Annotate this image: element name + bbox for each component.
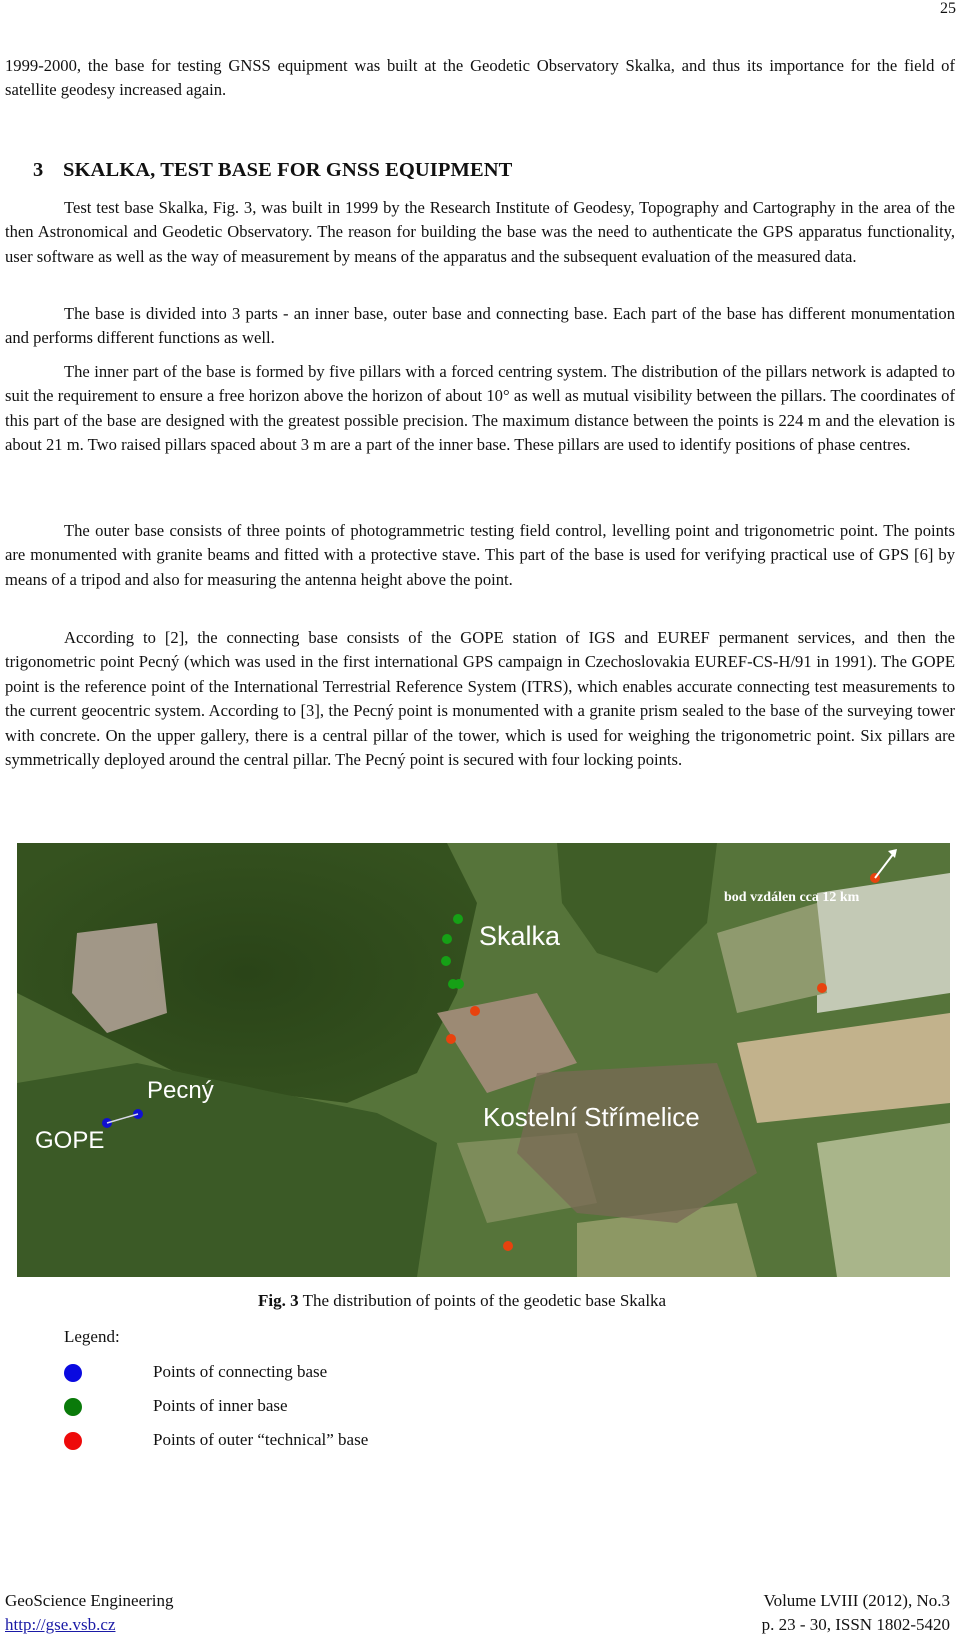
legend-label: Points of connecting base (153, 1362, 328, 1381)
inner-base-point (441, 956, 451, 966)
map-label-distance: bod vzdálen cca 12 km (724, 890, 860, 905)
inner-base-point (454, 979, 464, 989)
satellite-map-figure (17, 843, 950, 1277)
outer-base-point (446, 1034, 456, 1044)
outer-base-point (817, 983, 827, 993)
satellite-map (17, 843, 950, 1277)
map-label-gope: GOPE (35, 1127, 105, 1154)
legend-label: Points of outer “technical” base (153, 1430, 369, 1449)
map-label-pecny: Pecný (147, 1077, 214, 1104)
section-number: 3 (33, 159, 44, 181)
footer-url-link[interactable]: http://gse.vsb.cz (5, 1615, 116, 1634)
inner-base-point (442, 934, 452, 944)
legend-label: Points of inner base (153, 1396, 288, 1415)
paragraph-3: The inner part of the base is formed by five pillars with a forced centring system. The distribution of the pillars network is adapted to suit the requirement to ensure a free horizon above the horizon of about 10° as well as mutual visibility between the pillars. The coordinates of this part of the base are designed with the greatest possible precision. The maximum distance between the points is 224 m and the elevation is about 21 m. Two raised pillars spaced about 3 m are a part of the inner base. These pillars are used to identify positions of phase centres. (5, 362, 955, 455)
paragraph-1: Test test base Skalka, Fig. 3, was built in 1999 by the Research Institute of Geodesy, Topography and Cartography in the area of the then Astronomical and Geodetic Observatory. The reason for building the base was the need to authenticate the GPS apparatus functionality, user software as well as the way of measurement by means of the apparatus and the subsequent evaluation of the measured data. (5, 198, 955, 266)
intro-paragraph: 1999-2000, the base for testing GNSS equipment was built at the Geodetic Observatory Skalka, and thus its importance for the field of satellite geodesy increased again. (5, 56, 955, 100)
legend-title: Legend: (64, 1327, 120, 1346)
map-label-skalka: Skalka (479, 921, 561, 951)
footer-pages: p. 23 - 30, ISSN 1802-5420 (761, 1615, 950, 1634)
green-dot-icon (64, 1398, 82, 1416)
caption-text: The distribution of points of the geodetic base Skalka (302, 1291, 667, 1310)
footer-volume: Volume LVIII (2012), No.3 (763, 1591, 950, 1610)
page-number: 25 (940, 0, 956, 17)
red-dot-icon (64, 1432, 82, 1450)
paragraph-5: According to [2], the connecting base consists of the GOPE station of IGS and EUREF permanent services, and then the trigonometric point Pecný (which was used in the first international GPS campaign in Czechoslovakia EUREF-CS-H/91 in 1991). The GOPE point is the reference point of the International Terrestrial Reference System (ITRS), which enables accurate connecting test measurements to the current geocentric system. According to [3], the Pecný point is monumented with a granite prism sealed to the base of the surveying tower with concrete. On the upper gallery, there is a central pillar of the tower, which is used for weighing the trigonometric point. Six pillars are symmetrically deployed around the central pillar. The Pecný point is secured with four locking points. (5, 628, 955, 770)
caption-label: Fig. 3 (258, 1291, 299, 1310)
inner-base-point (453, 914, 463, 924)
blue-dot-icon (64, 1364, 82, 1382)
paragraph-4: The outer base consists of three points of photogrammetric testing field control, levelling point and trigonometric point. The points are monumented with granite beams and fitted with a protective stave. This part of the base is used for verifying practical use of GPS [6] by means of a tripod and also for measuring the antenna height above the point. (5, 521, 955, 589)
field-area (817, 1123, 950, 1277)
paragraph-2: The base is divided into 3 parts - an inner base, outer base and connecting base. Each part of the base has different monumentation and performs different functions as well. (5, 304, 955, 348)
figure-caption (258, 1291, 666, 1311)
footer-journal: GeoScience Engineering (5, 1591, 174, 1610)
section-title: SKALKA, TEST BASE FOR GNSS EQUIPMENT (63, 159, 513, 181)
map-label-village: Kostelní Střímelice (483, 1102, 700, 1132)
outer-base-point (503, 1241, 513, 1251)
section-heading (33, 159, 512, 182)
outer-base-point (470, 1006, 480, 1016)
